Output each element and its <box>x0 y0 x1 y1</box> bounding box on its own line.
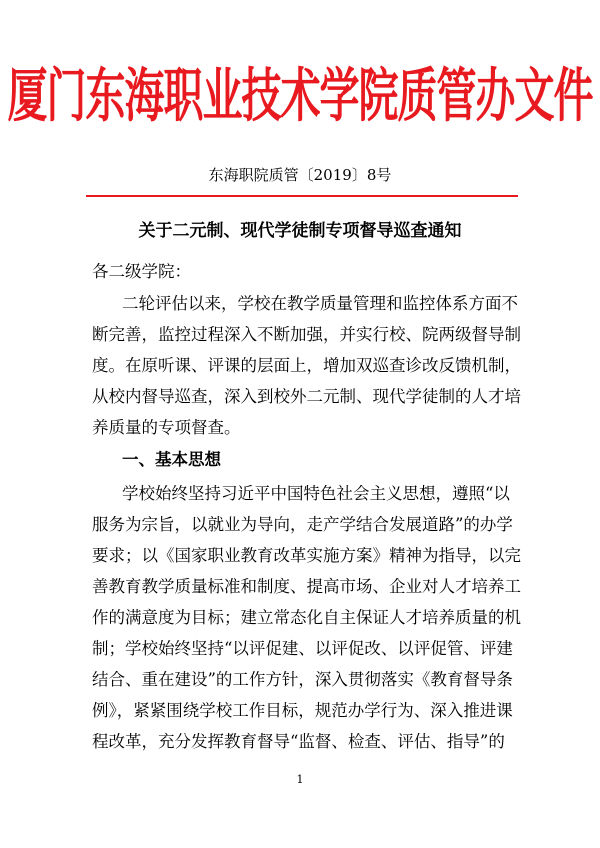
intro-line: 断完善，监控过程深入不断加强，并实行校、院两级督导制 <box>92 325 521 344</box>
section-line: 程改革，充分发挥教育督导“监督、检查、评估、指导”的 <box>92 732 505 751</box>
section-line: 制；学校始终坚持“以评促建、以评促改、以评促管、评建 <box>92 639 513 658</box>
intro-line: 从校内督导巡查，深入到校外二元制、现代学徒制的人才培 <box>92 387 521 406</box>
section-line: 善教育教学质量标准和制度、提高市场、企业对人才培养工 <box>92 577 521 596</box>
intro-line: 度。在原听课、评课的层面上，增加双巡查诊改反馈机制， <box>92 356 521 375</box>
document-number: 东海职院质管〔2019〕8号 <box>208 166 392 184</box>
section-heading: 一、基本思想 <box>122 450 221 469</box>
section-line: 作的满意度为目标；建立常态化自主保证人才培养质量的机 <box>92 608 521 627</box>
section-line: 例》，紧紧围绕学校工作目标，规范办学行为、深入推进课 <box>92 701 513 720</box>
section-line: 要求；以《国家职业教育改革实施方案》精神为指导，以完 <box>92 546 521 565</box>
page-number: 1 <box>296 773 304 786</box>
document-header-title: 厦门东海职业技术学院质管办文件 <box>7 63 593 131</box>
intro-line: 养质量的专项督查。 <box>92 418 241 437</box>
section-line: 学校始终坚持习近平中国特色社会主义思想，遵照“以 <box>122 484 510 503</box>
notice-title: 关于二元制、现代学徒制专项督导巡查通知 <box>138 221 462 241</box>
section-line: 服务为宗旨，以就业为导向，走产学结合发展道路”的办学 <box>92 515 513 534</box>
intro-line: 二轮评估以来，学校在教学质量管理和监控体系方面不 <box>122 294 518 313</box>
red-divider-line <box>86 195 518 197</box>
section-line: 结合、重在建设”的工作方针，深入贯彻落实《教育督导条 <box>92 670 513 689</box>
salutation: 各二级学院： <box>92 262 191 281</box>
